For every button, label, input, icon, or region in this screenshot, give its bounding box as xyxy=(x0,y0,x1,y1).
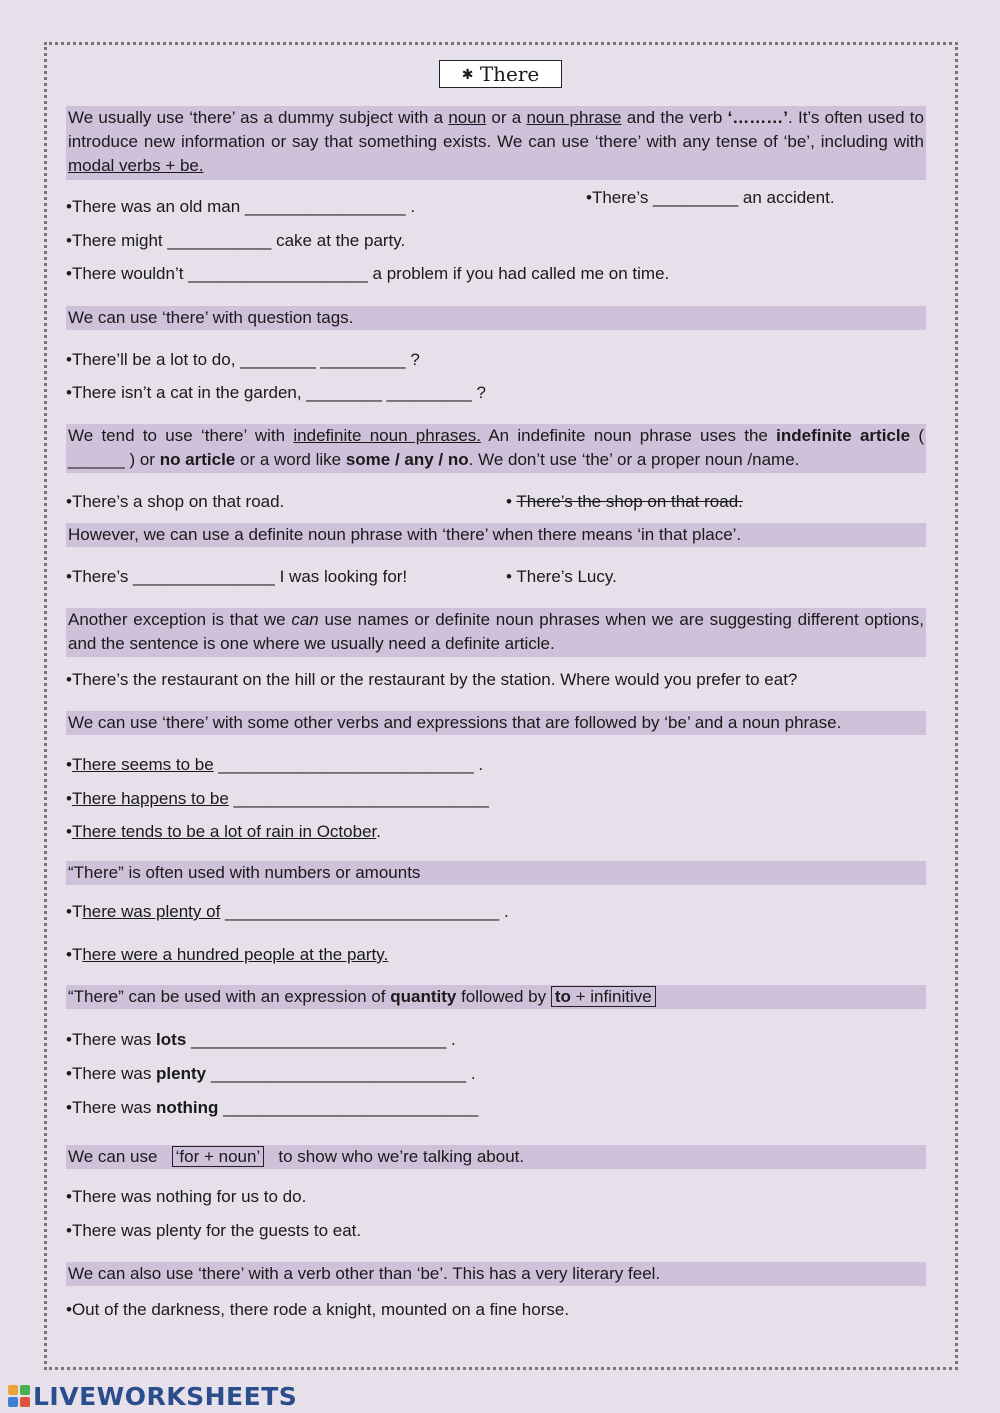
bullet: • xyxy=(506,492,517,511)
bullet: • xyxy=(66,789,72,808)
example-lots[interactable] xyxy=(66,1029,456,1051)
asterisk-icon: ✱ xyxy=(461,67,474,83)
text: or a word like xyxy=(235,450,346,469)
blank[interactable]: ___________________________ xyxy=(228,789,489,808)
example-the-shop-struck xyxy=(506,491,743,513)
example-plenty[interactable] xyxy=(66,1063,476,1085)
term-indefinite-noun-phrases: indefinite noun phrases. xyxy=(293,426,481,445)
text: here were a hundred people at the party. xyxy=(82,945,389,964)
text: to show who we’re talking about. xyxy=(273,1147,525,1166)
example-problem[interactable]: •There wouldn’t ___________________ a problem if you had called me on time. xyxy=(66,264,670,283)
term-quantity: quantity xyxy=(390,987,457,1006)
term-some-any-no: some / any / no xyxy=(345,450,469,469)
rule-band-definite-place: However, we can use a definite noun phrase with ‘there’ when there means ‘in that place’. xyxy=(66,523,926,547)
example-old-man[interactable]: •There was an old man _________________ . xyxy=(66,197,416,216)
rule-band-quantity xyxy=(66,985,926,1009)
text: Another exception is that we xyxy=(68,610,292,629)
rule-band-indefinite xyxy=(66,424,926,473)
example-cake[interactable]: •There might ___________ cake at the party. xyxy=(66,231,406,250)
text: We tend to use ‘there’ with xyxy=(68,426,294,445)
example-lucy: • There’s Lucy. xyxy=(506,567,617,586)
text: and the verb xyxy=(621,108,728,127)
term-to: to xyxy=(554,987,571,1006)
blank[interactable]: _____________________________ . xyxy=(220,902,509,921)
rule-band-question-tags: We can use ‘there’ with question tags. xyxy=(66,306,926,330)
example-nothing-for-us: •There was nothing for us to do. xyxy=(66,1187,307,1206)
text: •There was xyxy=(66,1030,157,1049)
rule-band-numbers: “There” is often used with numbers or amounts xyxy=(66,861,926,885)
example-happens[interactable] xyxy=(66,788,489,810)
term-no-article: no article xyxy=(159,450,236,469)
text: here was plenty of xyxy=(82,902,221,921)
text: •There was xyxy=(66,1064,157,1083)
text: There tends to be a lot of rain in October xyxy=(71,822,377,841)
page-title xyxy=(439,60,562,88)
example-shop: •There’s a shop on that road. xyxy=(66,492,285,511)
bullet: •T xyxy=(66,902,83,921)
example-hundred-people xyxy=(66,944,388,966)
example-accident[interactable]: •There’s _________ an accident. xyxy=(586,188,835,207)
text: use names or definite noun phrases when we are suggesting different options, and the sentence is one where we usually need a definite article. xyxy=(68,610,924,653)
term-indefinite-article: indefinite article xyxy=(776,426,911,445)
term-plenty: plenty xyxy=(156,1064,207,1083)
text: . We don’t use ‘the’ or a proper noun /name. xyxy=(468,450,800,469)
blank[interactable]: ___________________________ xyxy=(218,1098,479,1117)
struck-text: There’s the shop on that road. xyxy=(516,492,743,511)
rule-band-for-noun xyxy=(66,1145,926,1169)
verb-blank: ‘………’ xyxy=(727,108,789,127)
text: or a xyxy=(486,108,527,127)
example-knight: •Out of the darkness, there rode a knight, mounted on a fine horse. xyxy=(66,1300,570,1319)
term-noun-phrase: noun phrase xyxy=(526,108,622,127)
rule-band-other-verbs: We can use ‘there’ with some other verbs and expressions that are followed by ‘be’ and a noun phrase. xyxy=(66,711,926,735)
example-nothing[interactable] xyxy=(66,1097,478,1119)
text: There seems to be xyxy=(71,755,214,774)
term-lots: lots xyxy=(156,1030,187,1049)
logo-text: LIVEWORKSHEETS xyxy=(33,1381,298,1411)
text: There happens to be xyxy=(71,789,229,808)
term-nothing: nothing xyxy=(156,1098,219,1117)
text: We usually use ‘there’ as a dummy subject with a xyxy=(68,108,449,127)
text: + infinitive xyxy=(570,987,652,1006)
term-modal-verbs: modal verbs + be. xyxy=(68,156,204,175)
term-noun: noun xyxy=(448,108,487,127)
example-looking-for[interactable]: •There’s _______________ I was looking for! xyxy=(66,567,408,586)
blank[interactable]: ___________________________ . xyxy=(213,755,484,774)
example-seems[interactable] xyxy=(66,754,483,776)
rule-band-dummy-subject xyxy=(66,106,926,180)
text: “There” can be used with an expression of xyxy=(68,987,391,1006)
rule-band-literary: We can also use ‘there’ with a verb other than ‘be’. This has a very literary feel. xyxy=(66,1262,926,1286)
text: . xyxy=(376,822,381,841)
text: followed by xyxy=(456,987,551,1006)
term-can: can xyxy=(291,610,319,629)
bullet: • xyxy=(66,822,72,841)
example-cat-garden[interactable]: •There isn’t a cat in the garden, ________ _________ ? xyxy=(66,383,486,402)
text: An indefinite noun phrase uses the xyxy=(481,426,777,445)
blank[interactable]: ___________________________ . xyxy=(186,1030,456,1049)
example-lot-to-do[interactable]: •There’ll be a lot to do, ________ _________ ? xyxy=(66,350,420,369)
title-text: There xyxy=(479,62,540,86)
example-plenty-of[interactable] xyxy=(66,901,509,923)
for-noun-box: ‘for + noun’ xyxy=(172,1146,265,1167)
example-tends xyxy=(66,821,381,843)
blank[interactable]: ___________________________ . xyxy=(206,1064,476,1083)
bullet: •T xyxy=(66,945,83,964)
example-restaurant: •There’s the restaurant on the hill or the restaurant by the station. Where would you prefer to eat? xyxy=(66,670,798,689)
example-guests: •There was plenty for the guests to eat. xyxy=(66,1221,362,1240)
liveworksheets-logo[interactable] xyxy=(8,1382,297,1410)
rule-band-exception xyxy=(66,608,926,657)
text: •There was xyxy=(66,1098,157,1117)
liveworksheets-logo-icon xyxy=(8,1385,30,1407)
text: We can use xyxy=(68,1147,163,1166)
bullet: • xyxy=(66,755,72,774)
to-infinitive-box xyxy=(551,986,656,1007)
article-blank[interactable]: ( ______ ) or xyxy=(68,426,924,469)
text: . It’s often used to introduce new information or say that something exists. We can use ‘there’ with any tense of ‘be’, including with xyxy=(68,108,924,151)
